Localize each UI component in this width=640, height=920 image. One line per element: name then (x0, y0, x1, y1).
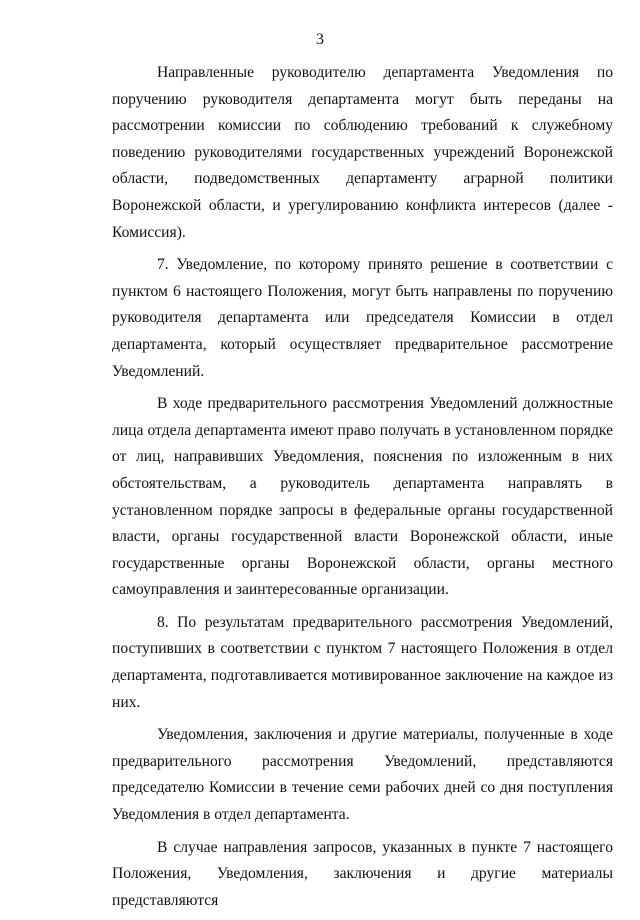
paragraph-item-8: 8. По результатам предварительного рассмотрения Уведомлений, поступивших в соответствии с пунктом 7 настоящего Положения в отдел департамента, подготавливается мотивированное заключение на каждое из них. (112, 613, 613, 711)
paragraph-referral-to-commission: Направленные руководителю департамента Уведомления по поручению руководителя департамента могут быть переданы на рассмотрении комиссии по соблюдению требований к служебному поведению руководителями государственных учреждений Воронежской области, подведомственных департаменту аграрной политики Воронежской области, и урегулированию конфликта интересов (далее - Комиссия). (112, 64, 613, 241)
page-number: 3 (316, 31, 324, 48)
document-body (112, 60, 613, 920)
paragraph-requests-case: В случае направления запросов, указанных в пункте 7 настоящего Положения, Уведомления, заключения и другие материалы представляются (112, 838, 613, 909)
paragraph-preliminary-review-rights: В ходе предварительного рассмотрения Уведомлений должностные лица отдела департамента имеют право получать в установленном порядке от лиц, направивших Уведомления, пояснения по изложенным в них обстоятельствам, а руководитель департамента направлять в установленном порядке запросы в федеральные органы государственной власти, органы государственной власти Воронежской области, иные государственные органы Воронежской области, органы местного самоуправления и заинтересованные организации. (112, 395, 613, 599)
paragraph-submission-to-chairman: Уведомления, заключения и другие материалы, полученные в ходе предварительного рассмотрения Уведомлений, представляются председателю Комиссии в течение семи рабочих дней со дня поступления Уведомления в отдел департамента. (112, 726, 613, 824)
paragraph-item-7: 7. Уведомление, по которому принято решение в соответствии с пунктом 6 настоящего Положения, могут быть направлены по поручению руководителя департамента или председателя Комиссии в отдел департамента, который осуществляет предварительное рассмотрение Уведомлений. (112, 256, 613, 380)
